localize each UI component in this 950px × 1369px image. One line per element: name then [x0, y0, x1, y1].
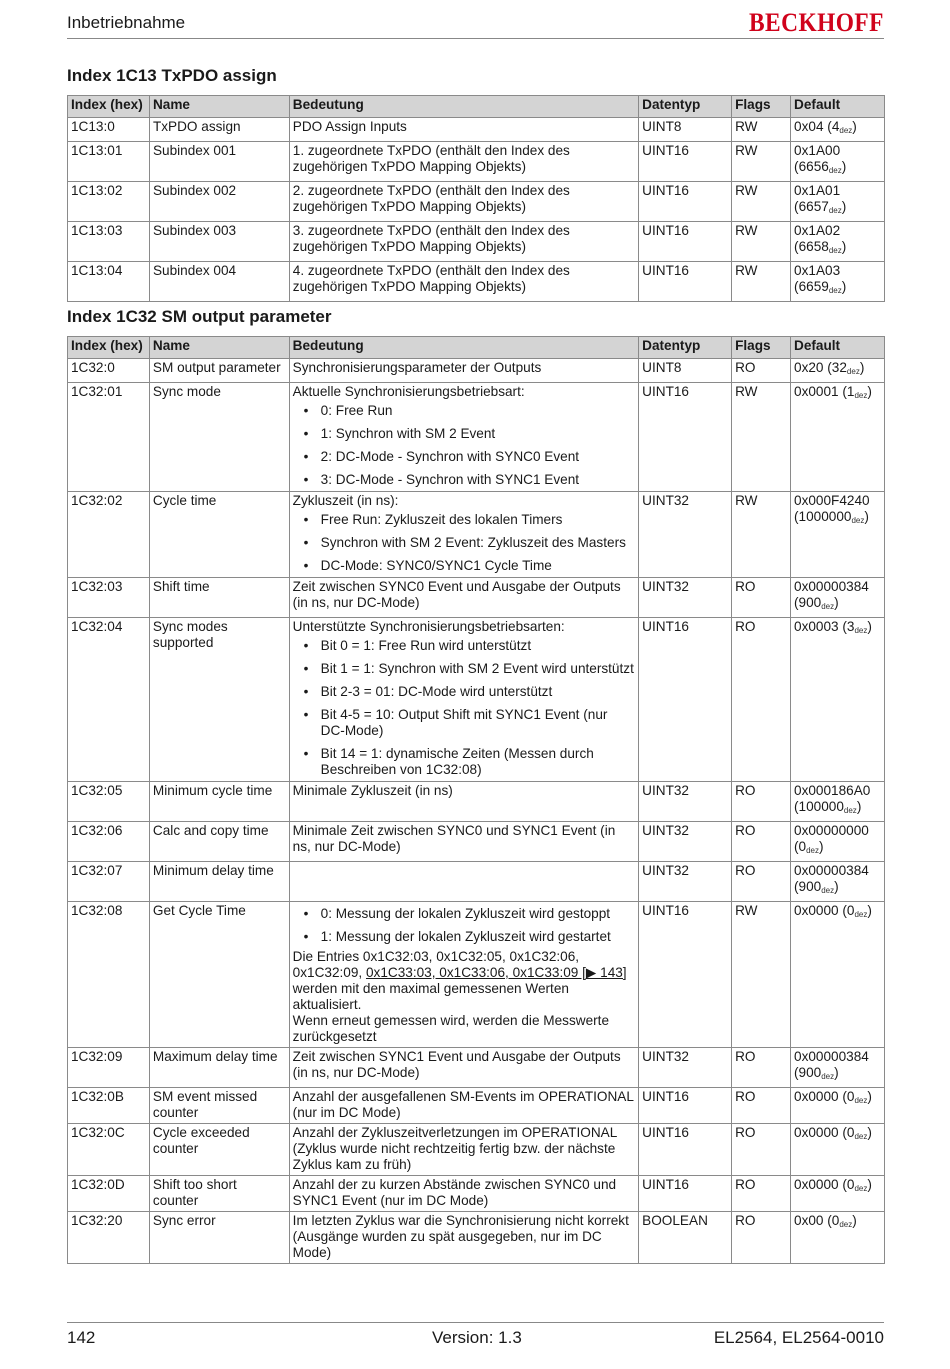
- bedeutung-text: PDO Assign Inputs: [292, 119, 407, 134]
- table-row: [68, 383, 885, 492]
- unit-subscript: dez: [854, 1132, 868, 1141]
- table-1c13: [67, 95, 885, 302]
- cell-flags: RO: [732, 1212, 791, 1264]
- cell-name: Shift too short counter: [149, 1176, 289, 1212]
- bullet-item: • Bit 2-3 = 01: DC-Mode wird unterstützt: [321, 684, 635, 700]
- cell-default: 0x0003 $(3_{dez})$: [791, 618, 885, 782]
- cell-flags: RO: [732, 1176, 791, 1212]
- cell-flags: RO: [732, 862, 791, 902]
- version-label: Version: 1.3: [432, 1328, 522, 1347]
- cell-index: 1C32:03: [68, 578, 150, 618]
- cell-flags: RO: [732, 1088, 791, 1124]
- cell-index: 1C32:0D: [68, 1176, 150, 1212]
- bedeutung-text: Anzahl der Zykluszeitverletzungen im OPERATIONAL (Zyklus wurde nicht rechtzeitig fertig bzw. der nächste Zyklus kam zu früh): [292, 1125, 617, 1172]
- bedeutung-text: Synchronisierungsparameter der Outputs: [292, 360, 542, 375]
- table-row: [68, 359, 885, 383]
- bedeutung-text: Zeit zwischen SYNC0 Event und Ausgabe der Outputs (in ns, nur DC-Mode): [292, 579, 621, 610]
- cell-default: 0x1A03 $(6659_{dez})$: [791, 262, 885, 302]
- cell-flags: RW: [732, 182, 791, 222]
- cell-name: Maximum delay time: [149, 1048, 289, 1088]
- cell-bedeutung: [289, 142, 638, 182]
- table2-title: Index 1C32 SM output parameter: [67, 307, 332, 326]
- table-row: [68, 222, 885, 262]
- cell-bedeutung: [289, 862, 638, 902]
- cell-datatype: UINT16: [639, 182, 732, 222]
- cell-index: 1C13:01: [68, 142, 150, 182]
- column-header: Flags: [732, 337, 791, 359]
- cell-default: 0x1A01 $(6657_{dez})$: [791, 182, 885, 222]
- bedeutung-text: Anzahl der ausgefallenen SM-Events im OPERATIONAL (nur im DC Mode): [292, 1089, 634, 1120]
- unit-subscript: dez: [828, 206, 842, 215]
- cell-flags: RW: [732, 383, 791, 492]
- unit-subscript: dez: [846, 367, 860, 376]
- cell-bedeutung: [289, 822, 638, 862]
- cell-datatype: UINT8: [639, 118, 732, 142]
- cell-bedeutung: [289, 782, 638, 822]
- cell-default: 0x0000 $(0_{dez})$: [791, 1088, 885, 1124]
- table-row: [68, 1124, 885, 1176]
- bullet-item: • Bit 14 = 1: dynamische Zeiten (Messen durch Beschreiben von 1C32:08): [321, 746, 635, 778]
- table-row: [68, 902, 885, 1048]
- unit-subscript: dez: [854, 391, 868, 400]
- cell-flags: RW: [732, 902, 791, 1048]
- cell-index: 1C32:01: [68, 383, 150, 492]
- bullet-item: • 0: Free Run: [321, 403, 635, 419]
- cell-datatype: UINT16: [639, 142, 732, 182]
- bullet-item: • Bit 4-5 = 10: Output Shift mit SYNC1 Event (nur DC-Mode): [321, 707, 635, 739]
- cell-index: 1C13:0: [68, 118, 150, 142]
- table-row: [68, 118, 885, 142]
- table-row: [68, 262, 885, 302]
- cell-default: 0x000F4240 $(1000000_{dez})$: [791, 492, 885, 578]
- cell-flags: RW: [732, 262, 791, 302]
- cell-datatype: UINT16: [639, 1088, 732, 1124]
- unit-subscript: dez: [854, 1096, 868, 1105]
- unit-subscript: dez: [839, 1220, 853, 1229]
- column-header: Default: [791, 96, 885, 118]
- cell-default: 0x00 $(0_{dez})$: [791, 1212, 885, 1264]
- page-header: [67, 8, 884, 39]
- column-header: Index (hex): [68, 96, 150, 118]
- cell-default: 0x1A00 $(6656_{dez})$: [791, 142, 885, 182]
- unit-subscript: dez: [828, 246, 842, 255]
- cell-bedeutung: [289, 618, 638, 782]
- section-title: Inbetriebnahme: [67, 13, 186, 32]
- column-header: Name: [149, 337, 289, 359]
- cell-datatype: UINT16: [639, 1176, 732, 1212]
- bedeutung-text: 4. zugeordnete TxPDO (enthält den Index des zugehörigen TxPDO Mapping Objekts): [292, 263, 570, 294]
- bedeutung-text: Zeit zwischen SYNC1 Event und Ausgabe der Outputs (in ns, nur DC-Mode): [292, 1049, 621, 1080]
- cell-bedeutung: [289, 383, 638, 492]
- cell-bedeutung: [289, 1048, 638, 1088]
- cell-datatype: UINT32: [639, 782, 732, 822]
- bedeutung-text: Anzahl der zu kurzen Abstände zwischen SYNC0 und SYNC1 Event (nur im DC Mode): [292, 1177, 617, 1208]
- cell-index: 1C32:20: [68, 1212, 150, 1264]
- page-footer: [67, 1322, 884, 1353]
- cell-index: 1C32:07: [68, 862, 150, 902]
- column-header: Name: [149, 96, 289, 118]
- column-header: Bedeutung: [289, 96, 638, 118]
- cell-datatype: UINT32: [639, 1048, 732, 1088]
- product-label: EL2564, EL2564-0010: [713, 1328, 884, 1347]
- cell-bedeutung: [289, 578, 638, 618]
- unit-subscript: dez: [806, 846, 820, 855]
- cell-datatype: UINT16: [639, 618, 732, 782]
- cell-index: 1C32:06: [68, 822, 150, 862]
- cell-name: Subindex 002: [149, 182, 289, 222]
- cell-name: Minimum delay time: [149, 862, 289, 902]
- cell-default: 0x0001 $(1_{dez})$: [791, 383, 885, 492]
- note-text: Die Entries 0x1C32:03, 0x1C32:05, 0x1C32:06, 0x1C32:09, 0x1C33:03, 0x1C33:06, 0x1C33:09 [▶ 143] werden mit den maximal gemessenen Werten aktualisiert. Wenn erneut gemessen wird, werden die Messwerte zurückgesetzt: [292, 949, 627, 1044]
- cell-flags: RO: [732, 822, 791, 862]
- cell-flags: RO: [732, 1048, 791, 1088]
- cell-bedeutung: [289, 492, 638, 578]
- bullet-item: • Synchron with SM 2 Event: Zykluszeit des Masters: [321, 535, 635, 551]
- cell-datatype: BOOLEAN: [639, 1212, 732, 1264]
- unit-subscript: dez: [854, 910, 868, 919]
- table-row: [68, 1212, 885, 1264]
- bedeutung-text: 3. zugeordnete TxPDO (enthält den Index des zugehörigen TxPDO Mapping Objekts): [292, 223, 570, 254]
- cell-name: SM event missed counter: [149, 1088, 289, 1124]
- cell-flags: RO: [732, 1124, 791, 1176]
- table-row: [68, 182, 885, 222]
- cell-index: 1C32:08: [68, 902, 150, 1048]
- cell-bedeutung: [289, 902, 638, 1048]
- bullet-item: • Free Run: Zykluszeit des lokalen Timers: [321, 512, 635, 528]
- cell-bedeutung: [289, 1124, 638, 1176]
- cell-flags: RW: [732, 142, 791, 182]
- bedeutung-text: Minimale Zykluszeit (in ns): [292, 783, 453, 798]
- column-header: Datentyp: [639, 96, 732, 118]
- table-row: [68, 1088, 885, 1124]
- cell-default: 0x00000000 $(0_{dez})$: [791, 822, 885, 862]
- cell-index: 1C32:0C: [68, 1124, 150, 1176]
- unit-subscript: dez: [839, 126, 853, 135]
- table-row: [68, 578, 885, 618]
- cell-index: 1C32:02: [68, 492, 150, 578]
- cell-name: Subindex 003: [149, 222, 289, 262]
- bullet-list: [293, 403, 635, 488]
- cell-name: Get Cycle Time: [149, 902, 289, 1048]
- cell-flags: RO: [732, 578, 791, 618]
- unit-subscript: dez: [854, 626, 868, 635]
- cell-index: 1C32:04: [68, 618, 150, 782]
- unit-subscript: dez: [821, 602, 835, 611]
- bullet-item: • DC-Mode: SYNC0/SYNC1 Cycle Time: [321, 558, 635, 574]
- table-header-row: [68, 96, 885, 118]
- bullet-item: • 0: Messung der lokalen Zykluszeit wird gestoppt: [321, 906, 635, 922]
- cell-name: Subindex 004: [149, 262, 289, 302]
- cell-datatype: UINT16: [639, 262, 732, 302]
- unit-subscript: dez: [851, 516, 865, 525]
- cell-bedeutung: [289, 1176, 638, 1212]
- bullet-item: • 1: Synchron with SM 2 Event: [321, 426, 635, 442]
- bullet-item: • Bit 1 = 1: Synchron with SM 2 Event wird unterstützt: [321, 661, 635, 677]
- cell-bedeutung: [289, 262, 638, 302]
- column-header: Default: [791, 337, 885, 359]
- cell-name: Sync modes supported: [149, 618, 289, 782]
- cell-datatype: UINT8: [639, 359, 732, 383]
- unit-subscript: dez: [854, 1184, 868, 1193]
- bullet-list: [293, 512, 635, 574]
- cell-flags: RO: [732, 782, 791, 822]
- cell-bedeutung: [289, 1212, 638, 1264]
- cell-name: TxPDO assign: [149, 118, 289, 142]
- cell-name: SM output parameter: [149, 359, 289, 383]
- cell-datatype: UINT32: [639, 822, 732, 862]
- cell-name: Calc and copy time: [149, 822, 289, 862]
- bedeutung-text: 2. zugeordnete TxPDO (enthält den Index des zugehörigen TxPDO Mapping Objekts): [292, 183, 570, 214]
- bullet-item: • 2: DC-Mode - Synchron with SYNC0 Event: [321, 449, 635, 465]
- cell-bedeutung: [289, 359, 638, 383]
- cell-default: 0x00000384 $(900_{dez})$: [791, 1048, 885, 1088]
- cell-datatype: UINT32: [639, 492, 732, 578]
- page-number: 142: [67, 1328, 96, 1347]
- bedeutung-text: Minimale Zeit zwischen SYNC0 und SYNC1 Event (in ns, nur DC-Mode): [292, 823, 616, 854]
- unit-subscript: dez: [821, 1072, 835, 1081]
- table-row: [68, 782, 885, 822]
- cell-default: 0x0000 $(0_{dez})$: [791, 1176, 885, 1212]
- bedeutung-text: Aktuelle Synchronisierungsbetriebsart:: [292, 384, 525, 399]
- cell-index: 1C32:0B: [68, 1088, 150, 1124]
- cell-flags: RW: [732, 118, 791, 142]
- table-row: [68, 492, 885, 578]
- cell-default: 0x00000384 $(900_{dez})$: [791, 862, 885, 902]
- bullet-list: [293, 638, 635, 778]
- cell-name: Sync mode: [149, 383, 289, 492]
- cell-bedeutung: [289, 118, 638, 142]
- cell-index: 1C32:0: [68, 359, 150, 383]
- cell-flags: RO: [732, 359, 791, 383]
- bedeutung-text: Im letzten Zyklus war die Synchronisierung nicht korrekt (Ausgänge wurden zu spät ausgegeben, nur im DC Mode): [292, 1213, 629, 1260]
- cell-index: 1C32:09: [68, 1048, 150, 1088]
- cell-flags: RO: [732, 618, 791, 782]
- bullet-item: • 3: DC-Mode - Synchron with SYNC1 Event: [321, 472, 635, 488]
- cell-bedeutung: [289, 222, 638, 262]
- table-row: [68, 618, 885, 782]
- bullet-item: • Bit 0 = 1: Free Run wird unterstützt: [321, 638, 635, 654]
- table-row: [68, 822, 885, 862]
- bedeutung-text: Unterstützte Synchronisierungsbetriebsarten:: [292, 619, 565, 634]
- cell-default: 0x0000 $(0_{dez})$: [791, 1124, 885, 1176]
- cell-name: Minimum cycle time: [149, 782, 289, 822]
- cell-bedeutung: [289, 1088, 638, 1124]
- table-1c32: [67, 336, 885, 1264]
- table-row: [68, 142, 885, 182]
- cell-datatype: UINT32: [639, 862, 732, 902]
- table-row: [68, 1048, 885, 1088]
- column-header: Flags: [732, 96, 791, 118]
- cell-default: 0x00000384 $(900_{dez})$: [791, 578, 885, 618]
- column-header: Bedeutung: [289, 337, 638, 359]
- cell-name: Cycle time: [149, 492, 289, 578]
- cell-default: 0x000186A0 $(100000_{dez})$: [791, 782, 885, 822]
- cell-default: 0x04 $(4_{dez})$: [791, 118, 885, 142]
- bullet-item: • 1: Messung der lokalen Zykluszeit wird gestartet: [321, 929, 635, 945]
- table1-title: Index 1C13 TxPDO assign: [67, 66, 277, 85]
- cell-name: Sync error: [149, 1212, 289, 1264]
- cell-default: 0x20 $(32_{dez})$: [791, 359, 885, 383]
- column-header: Datentyp: [639, 337, 732, 359]
- cell-index: 1C13:02: [68, 182, 150, 222]
- cell-name: Shift time: [149, 578, 289, 618]
- cell-name: Cycle exceeded counter: [149, 1124, 289, 1176]
- table-row: [68, 862, 885, 902]
- unit-subscript: dez: [821, 886, 835, 895]
- cell-datatype: UINT32: [639, 578, 732, 618]
- cell-index: 1C13:03: [68, 222, 150, 262]
- table-row: [68, 1176, 885, 1212]
- cell-index: 1C13:04: [68, 262, 150, 302]
- cell-default: 0x1A02 $(6658_{dez})$: [791, 222, 885, 262]
- cell-flags: RW: [732, 222, 791, 262]
- bedeutung-text: 1. zugeordnete TxPDO (enthält den Index des zugehörigen TxPDO Mapping Objekts): [292, 143, 570, 174]
- unit-subscript: dez: [828, 286, 842, 295]
- column-header: Index (hex): [68, 337, 150, 359]
- cell-flags: RW: [732, 492, 791, 578]
- cell-bedeutung: [289, 182, 638, 222]
- cell-datatype: UINT16: [639, 383, 732, 492]
- cell-index: 1C32:05: [68, 782, 150, 822]
- unit-subscript: dez: [843, 806, 857, 815]
- cell-default: 0x0000 $(0_{dez})$: [791, 902, 885, 1048]
- bedeutung-text: Zykluszeit (in ns):: [292, 493, 399, 508]
- bullet-list: [293, 906, 635, 945]
- table-header-row: [68, 337, 885, 359]
- cross-reference-link[interactable]: 0x1C33:03, 0x1C33:06, 0x1C33:09 [▶ 143]: [365, 965, 627, 980]
- beckhoff-logo: BECKHOFF: [749, 8, 884, 37]
- cell-datatype: UINT16: [639, 902, 732, 1048]
- cell-datatype: UINT16: [639, 222, 732, 262]
- cell-datatype: UINT16: [639, 1124, 732, 1176]
- cell-name: Subindex 001: [149, 142, 289, 182]
- unit-subscript: dez: [828, 166, 842, 175]
